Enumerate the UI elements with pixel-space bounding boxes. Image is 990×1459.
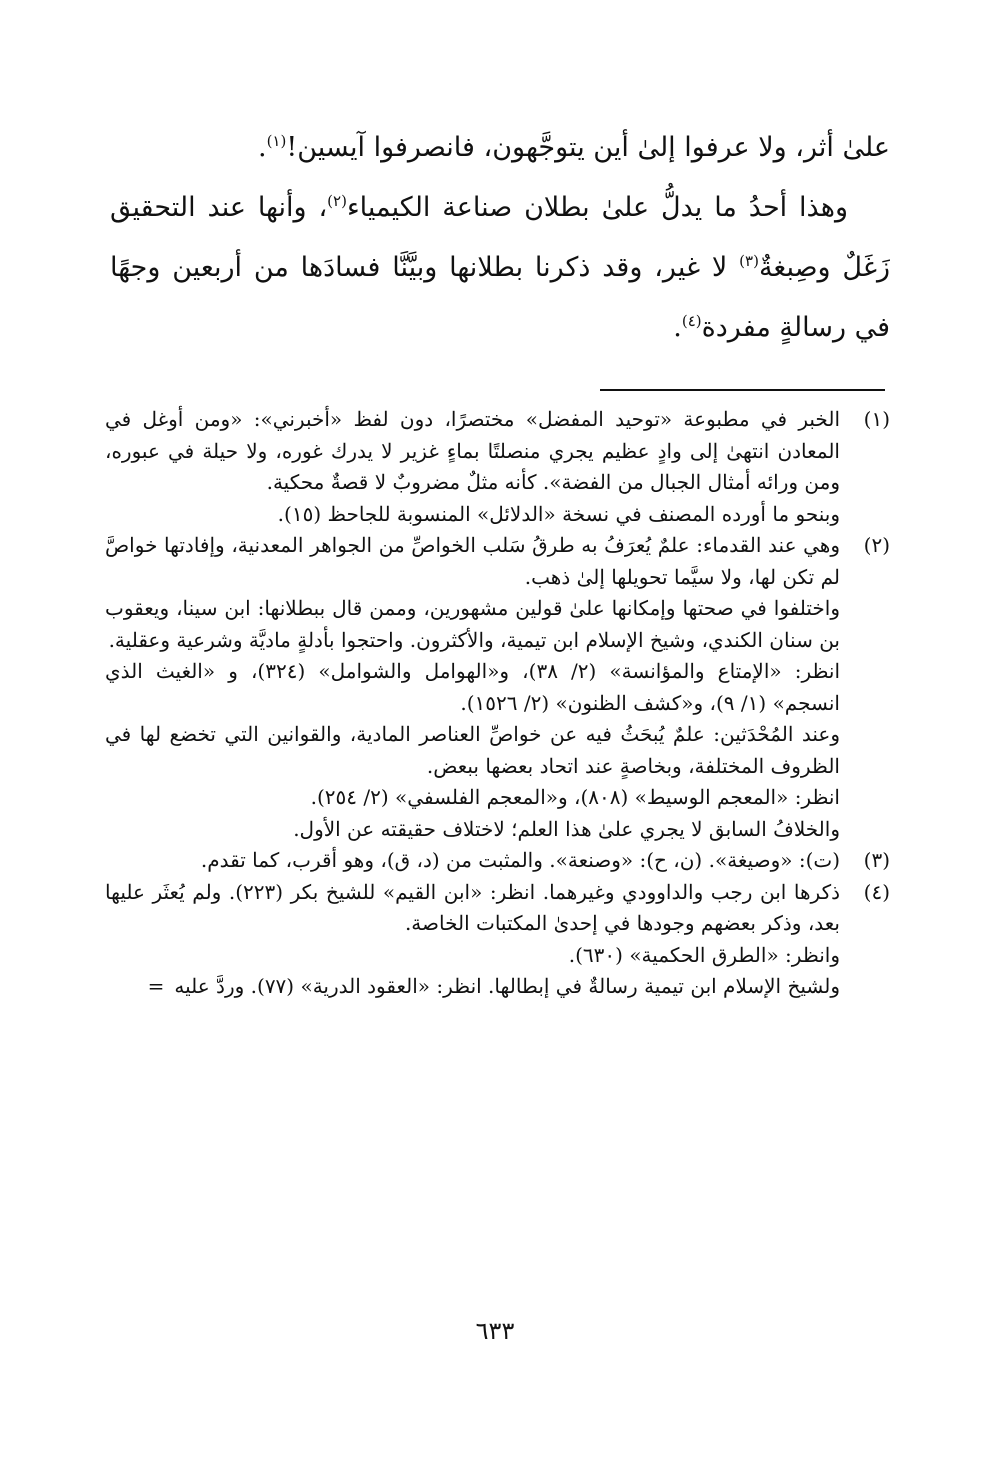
footnote-paragraph: وعند المُحْدَثين: علمٌ يُبحَثُ فيه عن خواصِّ العناصر المادية، والقوانين التي تخضع لها في الظروف المختلفة، وبخاصةٍ عند اتحاد بعضها ببعض. — [105, 722, 840, 778]
footnote-paragraph: (ت): «وصيغة». (ن، ح): «وصنعة». والمثبت من (د، ق)، وهو أقرب، كما تقدم. — [200, 848, 840, 872]
footnotes — [105, 404, 890, 1003]
main-paragraph-2-end: . — [673, 312, 682, 343]
footnote-paragraph: انظر: «الإمتاع والمؤانسة» (٢/ ٣٨)، و«الهوامل والشوامل» (٣٢٤)، و «الغيث الذي انسجم» (١/ ٩)، و«كشف الظنون» (٢/ ١٥٢٦). — [105, 659, 841, 715]
footnote-paragraph: انظر: «المعجم الوسيط» (٨٠٨)، و«المعجم الفلسفي» (٢/ ٢٥٤). — [310, 785, 840, 809]
footnote-last-text: ولشيخ الإسلام ابن تيمية رسالةٌ في إبطالها. انظر: «العقود الدرية» (٧٧). وردَّ عليه — [174, 974, 840, 998]
main-paragraph-2-part-c: لا غير، وقد ذكرنا بطلانها وبيَّنَّا فسادَها من أربعين وجهًا في رسالةٍ مفردة — [110, 252, 890, 343]
footnote-separator — [600, 389, 885, 391]
footnote-number: (٣) — [863, 848, 890, 872]
main-text — [110, 118, 890, 358]
footnote-paragraph: والخلافُ السابق لا يجري علىٰ هذا العلم؛ لاختلاف حقيقته عن الأول. — [293, 816, 840, 841]
footnote-paragraph: وهي عند القدماء: علمٌ يُعرَفُ به طرقُ سَلب الخواصِّ من الجواهر المعدنية، وإفادتها خواصَّ لم تكن لها، ولا سيَّما تحويلها إلىٰ ذهب. — [105, 533, 840, 589]
footnote-paragraph: واختلفوا في صحتها وإمكانها علىٰ قولين مشهورين، وممن قال ببطلانها: ابن سينا، ويعقوب بن سنان الكندي، وشيخ الإسلام ابن تيمية، والأكثرون. واحتجوا بأدلةٍ ماديَّة وشرعية وعقلية. — [105, 596, 840, 652]
main-line-1-text: علىٰ أثر، ولا عرفوا إلىٰ أين يتوجَّهون، فانصرفوا آيسين! — [286, 132, 890, 163]
footnote-ref-2[interactable]: (٢) — [327, 192, 347, 210]
footnote-body — [105, 845, 840, 877]
footnote-number: (٢) — [863, 533, 890, 557]
footnote-ref-4[interactable]: (٤) — [681, 312, 702, 330]
footnote-paragraph: الخبر في مطبوعة «توحيد المفضل» مختصرًا، دون لفظ «أخبرني»: «ومن أوغل في المعادن انتهىٰ إلى وادٍ عظيم يجري منصلتًا بماءٍ غزير لا يدرك غوره، ولا حيلة في عبوره، ومن ورائه أمثال الجبال من الفضة». كأنه مثلٌ مضروبٌ لا قصةٌ محكية. — [105, 407, 840, 494]
footnote-paragraph: ذكرها ابن رجب والداوودي وغيرهما. انظر: «ابن القيم» للشيخ بكر (٢٢٣). ولم يُعثَر عليها بعد، وذكر بعضهم وجودها في إحدىٰ المكتبات الخاصة. — [105, 879, 840, 935]
footnote-4 — [105, 877, 890, 1003]
footnote-paragraph: وانظر: «الطرق الحكمية» (٦٣٠). — [568, 942, 840, 967]
footnote-paragraph: وبنحو ما أورده المصنف في نسخة «الدلائل» المنسوبة للجاحظ (١٥). — [277, 501, 840, 526]
footnote-body — [105, 404, 840, 530]
main-line-1 — [110, 118, 890, 178]
footnote-ref-3[interactable]: (٣) — [739, 252, 759, 270]
footnote-1 — [105, 404, 890, 530]
footnote-paragraph-last — [105, 971, 840, 1003]
main-paragraph-2-part-b: ، وأنها عند التحقيق زَغَلٌ وصِبغةٌ — [110, 192, 890, 283]
footnote-2 — [105, 530, 890, 845]
main-paragraph-2-part-a: وهذا أحدُ ما يدلُّ علىٰ بطلان صناعة الكيمياء — [346, 192, 848, 223]
main-line-1-end: . — [257, 132, 267, 163]
footnote-number: (٤) — [863, 879, 890, 904]
continuation-mark: = — [147, 974, 165, 998]
footnote-ref-1[interactable]: (١) — [266, 132, 287, 150]
page-number: ٦٣٣ — [475, 1317, 515, 1345]
footnote-body — [105, 530, 840, 845]
footnote-number: (١) — [863, 407, 890, 431]
footnote-body — [105, 877, 840, 1003]
main-paragraph-2 — [110, 178, 890, 358]
footnote-3 — [105, 845, 890, 877]
